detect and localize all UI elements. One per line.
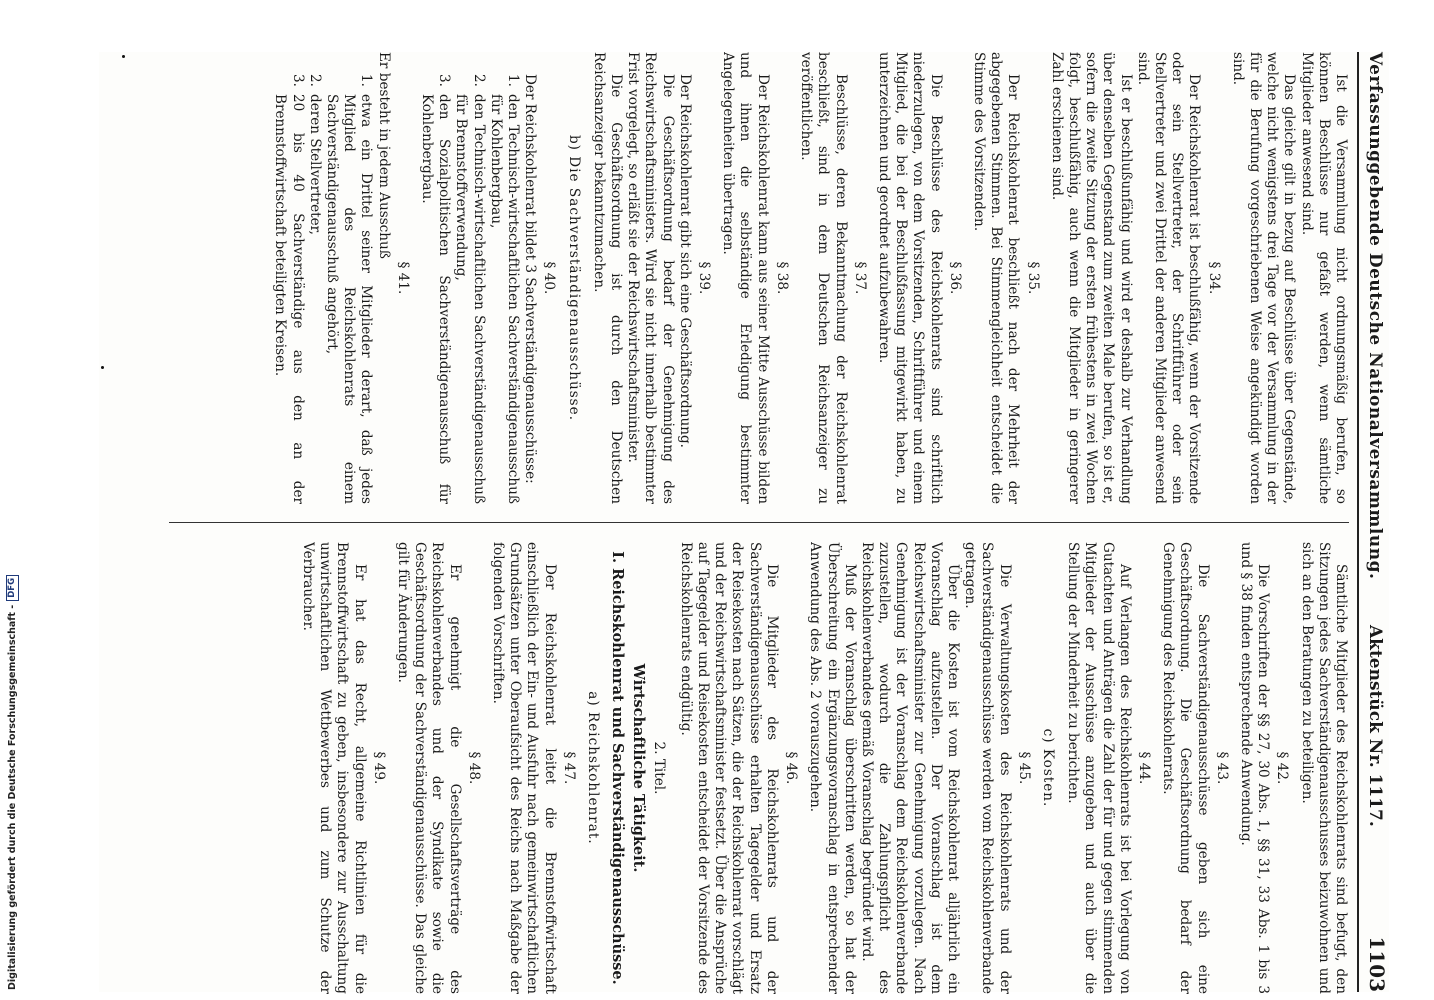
section-heading: § 40. — [541, 261, 558, 295]
paragraph: Auf Verlangen des Reichskohlenrats ist bei Vorlegung von Gutachten und Anträgen die Zahl der für und gegen stimmenden Mitglieder der Ausschüsse anzugeben und auch über die Stellung der Minderheit zu berichten. — [1065, 542, 1133, 994]
list-item: 3. 20 bis 40 Sachverständige aus den an der Brennstoffwirtschaft beteiligten Kreisen. — [272, 74, 306, 504]
section-heading: § 36. — [946, 261, 963, 295]
subsection-heading: b) Die Sachverständigenausschüsse. — [565, 134, 582, 422]
section-heading: § 47. — [560, 751, 577, 785]
paragraph: Ist die Versammlung nicht ordnungsmäßig berufen, so können Beschlüsse nur gefaßt werden, wenn sämtliche Mitglieder anwesend sind. — [1298, 52, 1349, 504]
paragraph: Der Reichskohlenrat bildet 3 Sachverständigenausschüsse: — [522, 74, 539, 484]
header-document-number: Aktenstück Nr. 1117. — [1365, 624, 1385, 827]
paragraph: Der Reichskohlenrat leitet die Brennstoffwirtschaft einschließlich der Ein- und Ausfuhr nach gemeinwirtschaftlichen Grundsätzen unter Oberaufsicht des Reichs nach Maßgabe der folgenden Vorschriften. — [490, 542, 558, 994]
paragraph: Der Reichskohlenrat ist beschlußfähig, wenn der Vorsitzende oder sein Stellvertreter, der Schriftführer oder sein Stellvertreter und zwei Drittel der anderen Mitglieder anwesend sind. — [1134, 52, 1203, 504]
enumerated-list — [418, 52, 521, 504]
header-title: Verfassunggebende Deutsche Nationalversammlung. — [1365, 52, 1385, 580]
page-header — [1357, 52, 1389, 992]
paragraph: Muß der Voranschlag überschritten werden, so hat der Überschreitung ein Ergänzungsvoranschlag in entsprechender Anwendung des Abs. 2 vorauszugehen. — [807, 542, 858, 994]
scan-speck — [101, 366, 104, 369]
paragraph: Der Reichskohlenrat beschließt nach der Mehrheit der abgegebenen Stimmen. Bei Stimmengleichheit entscheidet die Stimme des Vorsitzenden. — [970, 52, 1022, 504]
footer-text: Digitalisierung gefördert durch die Deutsche Forschungsgemeinschaft - — [6, 604, 18, 990]
section-heading: § 44. — [1135, 751, 1152, 785]
section-heading: § 41. — [394, 261, 411, 295]
paragraph: Die Vorschriften der §§ 27, 30 Abs. 1, §§ 31, 33 Abs. 1 bis 3 und § 38 finden entsprechende Anwendung. — [1237, 542, 1272, 994]
page-number: 1103 — [1365, 936, 1389, 992]
left-column — [109, 52, 1349, 504]
paragraph: Sämtliche Mitglieder des Reichskohlenrats sind befugt, den Sitzungen jedes Sachverständigenausschusses beizuwohnen und sich an den Beratungen zu beteiligen. — [1298, 542, 1349, 994]
section-heading: § 34. — [1205, 261, 1222, 295]
paragraph: Das gleiche gilt in bezug auf Beschlüsse über Gegenstände, welche nicht wenigstens drei Tage vor der Versammlung in der für die Berufung vorgeschriebenen Weise angekündigt worden sind. — [1229, 52, 1298, 504]
paragraph: Die Mitglieder des Reichskohlenrats und der Sachverständigenausschüsse erhalten Tagegelder und Ersatz der Reisekosten nach Sätzen, die der Reichskohlenrat vorschlägt und der Reichswirtschaftsminister festsetzt. Über die Ansprüche auf Tagegelder und Reisekosten entscheidet der Vorsitzende des Reichskohlenrats endgültig. — [677, 542, 780, 994]
section-heading: § 48. — [465, 751, 482, 785]
section-heading: § 42. — [1274, 751, 1291, 785]
paragraph: Die Geschäftsordnung bedarf der Genehmigung des Reichswirtschaftsministers. Wird sie nicht innerhalb bestimmter Frist vorgelegt, so erläßt sie der Reichswirtschaftsminister. — [625, 52, 676, 504]
paragraph: Die Sachverständigenausschüsse geben sich eine Geschäftsordnung. Die Geschäftsordnung bedarf der Genehmigung des Reichskohlenrats. — [1160, 542, 1211, 994]
subsection-heading: a) Reichskohlenrat. — [585, 691, 602, 845]
paragraph: Er hat das Recht, allgemeine Richtlinien für die Brennstoffwirtschaft zu geben, insbesondere zur Ausschaltung unwirtschaftlichen Wettbewerbes und zum Schutze der Verbraucher. — [300, 542, 368, 994]
subsection-heading: c) Kosten. — [1039, 728, 1056, 808]
section-heading: § 38. — [773, 261, 790, 295]
paragraph: Beschlüsse, deren Bekanntmachung der Reichskohlenrat beschließt, sind in dem Deutschen Reichsanzeiger zu veröffentlichen. — [798, 52, 849, 504]
paragraph: Er besteht in jedem Ausschuß — [375, 52, 392, 259]
chapter-heading: Wirtschaftliche Tätigkeit. — [630, 663, 648, 873]
section-heading: § 35. — [1024, 261, 1041, 295]
paragraph: Die Verwaltungskosten des Reichskohlenrats und der Sachverständigenausschüsse werden vom Reichskohlenverbande getragen. — [962, 542, 1013, 994]
title-heading: 2. Titel. — [650, 741, 667, 795]
scan-speck — [122, 55, 125, 58]
list-item: 1. den Technisch-wirtschaftlichen Sachverständigenausschuß für Kohlenbergbau, — [487, 74, 522, 504]
part-heading: I. Reichskohlenrat und Sachverständigenausschüsse. — [609, 551, 627, 985]
section-heading: § 46. — [783, 751, 800, 785]
section-heading: § 43. — [1213, 751, 1230, 785]
list-item: 2. den Technisch-wirtschaftlichen Sachverständigenausschuß für Brennstoffverwendung, — [453, 74, 487, 504]
list-item: 2. deren Stellvertreter, — [306, 74, 323, 235]
dfg-logo: DFG — [6, 575, 19, 601]
paragraph: Der Reichskohlenrat kann aus seiner Mitte Ausschüsse bilden und ihnen die selbständige Erledigung bestimmter Angelegenheiten übertragen. — [720, 52, 771, 504]
paragraph: Die Geschäftsordnung ist durch den Deutschen Reichsanzeiger bekanntzumachen. — [590, 52, 625, 504]
list-item: 3. den Sozialpolitischen Sachverständigenausschuß für Kohlenbergbau. — [419, 74, 453, 504]
section-heading: § 45. — [1015, 751, 1032, 785]
paragraph: Der Reichskohlenrat gibt sich eine Geschäftsordnung. — [676, 74, 693, 449]
section-heading: § 37. — [851, 261, 868, 295]
paragraph: Über die Kosten ist vom Reichskohlenrat alljährlich ein Voranschlag aufzustellen. Der Voranschlag ist dem Reichswirtschaftsminister zur Genehmigung vorzulegen. Nach Genehmigung ist der Voranschlag dem Reichskohlenverbande zuzustellen, wodurch die Zahlungspflicht des Reichskohlenverbandes gemäß Voranschlag begründet wird. — [858, 542, 961, 994]
section-heading: § 39. — [696, 261, 713, 295]
right-column — [109, 542, 1349, 994]
scanned-page — [99, 52, 1389, 992]
section-heading: § 49. — [370, 751, 387, 785]
list-item: 1. etwa ein Drittel seiner Mitglieder derart, daß jedes Mitglied des Reichskohlenrats einem Sachverständigenausschuß angehört, — [324, 74, 375, 504]
paragraph: Die Beschlüsse des Reichskohlenrats sind schriftlich niederzulegen, von dem Vorsitzenden, Schriftführer und einem Mitglied, die bei der Beschlußfassung mitgewirkt haben, zu unterzeichnen und geordnet aufzubewahren. — [875, 52, 944, 504]
paragraph: Er genehmigt die Gesellschaftsverträge des Reichskohlenverbandes und der Syndikate sowie die Geschäftsordnung der Sachverständigenausschüsse. Das gleiche gilt für Änderungen. — [395, 542, 463, 994]
column-divider — [169, 522, 1349, 523]
digitization-footer — [4, 577, 20, 990]
paragraph: Ist er beschlußunfähig und wird er deshalb zur Verhandlung über denselben Gegenstand zum zweiten Male berufen, so ist er, sofern die zweite Sitzung der ersten frühestens in zwei Wochen folgt, beschlußfähig, auch wenn die Mitglieder in geringerer Zahl erschienen sind. — [1048, 52, 1134, 504]
enumerated-list — [271, 52, 374, 504]
